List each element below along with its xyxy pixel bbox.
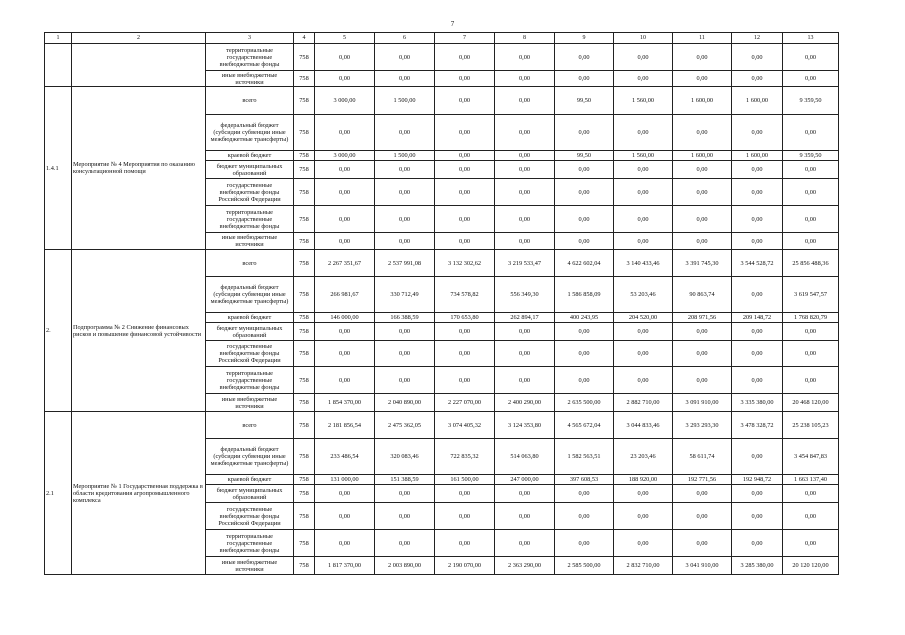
- department-code: 758: [294, 367, 315, 394]
- year-value: 0,00: [614, 485, 673, 503]
- total-value: 0,00: [783, 485, 839, 503]
- year-value: 209 148,72: [732, 313, 783, 323]
- year-value: 0,00: [732, 323, 783, 341]
- year-value: 1 817 370,00: [315, 557, 375, 575]
- year-value: 3 335 380,00: [732, 394, 783, 412]
- year-value: 0,00: [555, 206, 614, 233]
- year-value: 0,00: [673, 71, 732, 87]
- year-value: 0,00: [495, 151, 555, 161]
- year-value: 0,00: [375, 485, 435, 503]
- year-value: 0,00: [375, 233, 435, 250]
- year-value: 2 003 890,00: [375, 557, 435, 575]
- year-value: 0,00: [555, 341, 614, 367]
- year-value: 1 600,00: [673, 151, 732, 161]
- table-body: [45, 33, 839, 575]
- year-value: 3 391 745,30: [673, 250, 732, 277]
- column-number: 10: [614, 33, 673, 44]
- year-value: 146 000,00: [315, 313, 375, 323]
- funding-source: территориальные государственные внебюджетные фонды: [206, 44, 294, 71]
- year-value: 0,00: [315, 323, 375, 341]
- year-value: 0,00: [495, 485, 555, 503]
- department-code: 758: [294, 557, 315, 575]
- year-value: 0,00: [614, 206, 673, 233]
- year-value: 0,00: [555, 44, 614, 71]
- year-value: 233 486,54: [315, 439, 375, 475]
- year-value: 0,00: [435, 530, 495, 557]
- funding-source: всего: [206, 412, 294, 439]
- year-value: 204 520,00: [614, 313, 673, 323]
- year-value: 0,00: [732, 367, 783, 394]
- year-value: 0,00: [435, 115, 495, 151]
- item-name: Мероприятие № 1 Государственная поддержка в области кредитования агропромышленного комплекса: [72, 412, 206, 575]
- year-value: 0,00: [673, 323, 732, 341]
- year-value: 1 500,00: [375, 87, 435, 115]
- year-value: 58 611,74: [673, 439, 732, 475]
- department-code: 758: [294, 277, 315, 313]
- year-value: 0,00: [555, 179, 614, 206]
- year-value: 0,00: [315, 115, 375, 151]
- year-value: 1 500,00: [375, 151, 435, 161]
- year-value: 3 140 433,46: [614, 250, 673, 277]
- year-value: 0,00: [315, 341, 375, 367]
- year-value: 0,00: [673, 115, 732, 151]
- funding-source: государственные внебюджетные фонды Российской Федерации: [206, 341, 294, 367]
- year-value: 330 712,49: [375, 277, 435, 313]
- year-value: 3 000,00: [315, 151, 375, 161]
- year-value: 131 000,00: [315, 475, 375, 485]
- total-value: 1 768 820,79: [783, 313, 839, 323]
- year-value: 320 083,46: [375, 439, 435, 475]
- column-number: 13: [783, 33, 839, 44]
- department-code: 758: [294, 206, 315, 233]
- year-value: 0,00: [435, 323, 495, 341]
- year-value: 0,00: [375, 115, 435, 151]
- year-value: 0,00: [435, 151, 495, 161]
- year-value: 1 854 370,00: [315, 394, 375, 412]
- year-value: 0,00: [435, 233, 495, 250]
- year-value: 0,00: [614, 161, 673, 179]
- year-value: 0,00: [614, 323, 673, 341]
- year-value: 0,00: [732, 71, 783, 87]
- year-value: 722 835,32: [435, 439, 495, 475]
- column-number-row: [45, 33, 839, 44]
- year-value: 0,00: [435, 503, 495, 530]
- year-value: 2 400 290,00: [495, 394, 555, 412]
- year-value: 0,00: [732, 44, 783, 71]
- year-value: 556 349,30: [495, 277, 555, 313]
- year-value: 188 920,00: [614, 475, 673, 485]
- department-code: 758: [294, 475, 315, 485]
- item-name: Подпрограмма № 2 Снижение финансовых рисков и повышение финансовой устойчивости: [72, 250, 206, 412]
- department-code: 758: [294, 394, 315, 412]
- column-number: 7: [435, 33, 495, 44]
- year-value: 3 124 353,80: [495, 412, 555, 439]
- funding-source: всего: [206, 250, 294, 277]
- year-value: 151 388,59: [375, 475, 435, 485]
- year-value: 0,00: [315, 179, 375, 206]
- year-value: 0,00: [673, 44, 732, 71]
- year-value: 0,00: [375, 503, 435, 530]
- funding-source: иные внебюджетные источники: [206, 557, 294, 575]
- funding-source: государственные внебюджетные фонды Российской Федерации: [206, 503, 294, 530]
- year-value: 0,00: [495, 367, 555, 394]
- year-value: 397 608,53: [555, 475, 614, 485]
- year-value: 3 219 533,47: [495, 250, 555, 277]
- year-value: 2 040 890,00: [375, 394, 435, 412]
- total-value: 3 619 547,57: [783, 277, 839, 313]
- year-value: 161 500,00: [435, 475, 495, 485]
- year-value: 2 190 070,00: [435, 557, 495, 575]
- year-value: 1 600,00: [732, 151, 783, 161]
- year-value: 0,00: [732, 161, 783, 179]
- funding-source: иные внебюджетные источники: [206, 233, 294, 250]
- year-value: 3 478 328,72: [732, 412, 783, 439]
- column-number: 4: [294, 33, 315, 44]
- year-value: 0,00: [673, 485, 732, 503]
- funding-source: всего: [206, 87, 294, 115]
- total-value: 0,00: [783, 341, 839, 367]
- department-code: 758: [294, 485, 315, 503]
- item-number: 2.: [45, 250, 72, 412]
- year-value: 0,00: [495, 161, 555, 179]
- department-code: 758: [294, 250, 315, 277]
- year-value: 2 635 500,00: [555, 394, 614, 412]
- year-value: 0,00: [673, 530, 732, 557]
- year-value: 0,00: [315, 503, 375, 530]
- year-value: 0,00: [375, 179, 435, 206]
- funding-source: иные внебюджетные источники: [206, 71, 294, 87]
- year-value: 0,00: [315, 161, 375, 179]
- year-value: 0,00: [435, 161, 495, 179]
- year-value: 0,00: [315, 485, 375, 503]
- department-code: 758: [294, 87, 315, 115]
- page-number: 7: [450, 20, 455, 28]
- year-value: 99,50: [555, 87, 614, 115]
- table-row: [45, 412, 839, 439]
- funding-source: бюджет муниципальных образований: [206, 485, 294, 503]
- funding-source: бюджет муниципальных образований: [206, 323, 294, 341]
- year-value: 3 293 293,30: [673, 412, 732, 439]
- year-value: 0,00: [435, 179, 495, 206]
- year-value: 0,00: [555, 115, 614, 151]
- year-value: 2 227 070,00: [435, 394, 495, 412]
- column-number: 9: [555, 33, 614, 44]
- year-value: 1 560,00: [614, 87, 673, 115]
- year-value: 0,00: [614, 44, 673, 71]
- department-code: 758: [294, 44, 315, 71]
- year-value: 0,00: [673, 367, 732, 394]
- year-value: 0,00: [315, 206, 375, 233]
- item-name: [72, 44, 206, 87]
- year-value: 0,00: [375, 323, 435, 341]
- year-value: 3 091 910,00: [673, 394, 732, 412]
- year-value: 0,00: [614, 71, 673, 87]
- year-value: 1 586 858,09: [555, 277, 614, 313]
- item-number: 1.4.1: [45, 87, 72, 250]
- funding-source: федеральный бюджет (субсидии субвенции иные межбюджетные трансферты): [206, 277, 294, 313]
- year-value: 2 181 856,54: [315, 412, 375, 439]
- total-value: 9 359,50: [783, 151, 839, 161]
- year-value: 734 578,82: [435, 277, 495, 313]
- year-value: 266 981,67: [315, 277, 375, 313]
- funding-source: федеральный бюджет (субсидии субвенции иные межбюджетные трансферты): [206, 115, 294, 151]
- total-value: 0,00: [783, 530, 839, 557]
- year-value: 0,00: [495, 115, 555, 151]
- year-value: 0,00: [673, 179, 732, 206]
- year-value: 1 582 563,51: [555, 439, 614, 475]
- year-value: 0,00: [495, 179, 555, 206]
- department-code: 758: [294, 151, 315, 161]
- funding-source: государственные внебюджетные фонды Российской Федерации: [206, 179, 294, 206]
- column-number: 3: [206, 33, 294, 44]
- column-number: 8: [495, 33, 555, 44]
- year-value: 0,00: [495, 87, 555, 115]
- year-value: 0,00: [732, 206, 783, 233]
- year-value: 0,00: [614, 503, 673, 530]
- year-value: 0,00: [732, 530, 783, 557]
- year-value: 0,00: [495, 71, 555, 87]
- year-value: 0,00: [375, 530, 435, 557]
- year-value: 23 203,46: [614, 439, 673, 475]
- column-number: 1: [45, 33, 72, 44]
- year-value: 3 285 380,00: [732, 557, 783, 575]
- year-value: 0,00: [375, 71, 435, 87]
- column-number: 5: [315, 33, 375, 44]
- year-value: 0,00: [614, 233, 673, 250]
- total-value: 0,00: [783, 233, 839, 250]
- funding-source: территориальные государственные внебюджетные фонды: [206, 206, 294, 233]
- year-value: 170 653,80: [435, 313, 495, 323]
- year-value: 3 000,00: [315, 87, 375, 115]
- year-value: 2 475 362,05: [375, 412, 435, 439]
- total-value: 0,00: [783, 367, 839, 394]
- total-value: 0,00: [783, 179, 839, 206]
- department-code: 758: [294, 71, 315, 87]
- year-value: 0,00: [435, 87, 495, 115]
- total-value: 20 468 120,00: [783, 394, 839, 412]
- year-value: 0,00: [732, 439, 783, 475]
- year-value: 262 894,17: [495, 313, 555, 323]
- funding-source: бюджет муниципальных образований: [206, 161, 294, 179]
- year-value: 0,00: [315, 233, 375, 250]
- year-value: 0,00: [435, 485, 495, 503]
- department-code: 758: [294, 341, 315, 367]
- year-value: 90 863,74: [673, 277, 732, 313]
- year-value: 0,00: [614, 115, 673, 151]
- total-value: 25 856 488,36: [783, 250, 839, 277]
- total-value: 9 359,50: [783, 87, 839, 115]
- year-value: 0,00: [732, 503, 783, 530]
- year-value: 2 537 991,08: [375, 250, 435, 277]
- year-value: 0,00: [614, 179, 673, 206]
- year-value: 0,00: [375, 367, 435, 394]
- year-value: 166 388,59: [375, 313, 435, 323]
- year-value: 0,00: [732, 233, 783, 250]
- year-value: 0,00: [555, 161, 614, 179]
- year-value: 0,00: [555, 367, 614, 394]
- total-value: 0,00: [783, 161, 839, 179]
- year-value: 0,00: [555, 503, 614, 530]
- year-value: 0,00: [495, 503, 555, 530]
- year-value: 0,00: [673, 341, 732, 367]
- year-value: 0,00: [673, 161, 732, 179]
- year-value: 0,00: [435, 206, 495, 233]
- year-value: 0,00: [435, 44, 495, 71]
- funding-source: краевой бюджет: [206, 151, 294, 161]
- year-value: 0,00: [375, 206, 435, 233]
- column-number: 6: [375, 33, 435, 44]
- funding-source: иные внебюджетные источники: [206, 394, 294, 412]
- year-value: 4 565 672,04: [555, 412, 614, 439]
- department-code: 758: [294, 503, 315, 530]
- year-value: 514 063,80: [495, 439, 555, 475]
- year-value: 0,00: [555, 323, 614, 341]
- year-value: 0,00: [435, 367, 495, 394]
- year-value: 0,00: [673, 233, 732, 250]
- total-value: 0,00: [783, 71, 839, 87]
- year-value: 3 041 910,00: [673, 557, 732, 575]
- item-name: Мероприятие № 4 Мероприятия по оказанию консультационной помощи: [72, 87, 206, 250]
- year-value: 0,00: [673, 206, 732, 233]
- year-value: 53 203,46: [614, 277, 673, 313]
- year-value: 99,50: [555, 151, 614, 161]
- year-value: 208 971,56: [673, 313, 732, 323]
- year-value: 192 948,72: [732, 475, 783, 485]
- total-value: 0,00: [783, 503, 839, 530]
- year-value: 0,00: [614, 341, 673, 367]
- year-value: 0,00: [435, 71, 495, 87]
- year-value: 0,00: [495, 341, 555, 367]
- total-value: 20 120 120,00: [783, 557, 839, 575]
- year-value: 192 771,56: [673, 475, 732, 485]
- total-value: 25 238 105,23: [783, 412, 839, 439]
- year-value: 4 622 602,04: [555, 250, 614, 277]
- year-value: 0,00: [315, 71, 375, 87]
- column-number: 11: [673, 33, 732, 44]
- year-value: 2 882 710,00: [614, 394, 673, 412]
- total-value: 0,00: [783, 323, 839, 341]
- total-value: 3 454 847,83: [783, 439, 839, 475]
- year-value: 0,00: [673, 503, 732, 530]
- department-code: 758: [294, 161, 315, 179]
- table-row: [45, 250, 839, 277]
- funding-source: федеральный бюджет (субсидии субвенции иные межбюджетные трансферты): [206, 439, 294, 475]
- funding-source: краевой бюджет: [206, 475, 294, 485]
- year-value: 0,00: [495, 206, 555, 233]
- table-row: [45, 87, 839, 115]
- item-number: 2.1: [45, 412, 72, 575]
- year-value: 0,00: [555, 485, 614, 503]
- column-number: 12: [732, 33, 783, 44]
- year-value: 0,00: [495, 44, 555, 71]
- year-value: 0,00: [732, 179, 783, 206]
- year-value: 3 074 405,32: [435, 412, 495, 439]
- year-value: 3 544 528,72: [732, 250, 783, 277]
- year-value: 0,00: [614, 367, 673, 394]
- column-number: 2: [72, 33, 206, 44]
- year-value: 1 560,00: [614, 151, 673, 161]
- year-value: 0,00: [375, 161, 435, 179]
- year-value: 1 600,00: [673, 87, 732, 115]
- year-value: 0,00: [495, 530, 555, 557]
- year-value: 0,00: [614, 530, 673, 557]
- department-code: 758: [294, 439, 315, 475]
- funding-source: территориальные государственные внебюджетные фонды: [206, 367, 294, 394]
- year-value: 0,00: [555, 71, 614, 87]
- department-code: 758: [294, 313, 315, 323]
- funding-source: территориальные государственные внебюджетные фонды: [206, 530, 294, 557]
- year-value: 0,00: [315, 44, 375, 71]
- department-code: 758: [294, 323, 315, 341]
- department-code: 758: [294, 530, 315, 557]
- department-code: 758: [294, 179, 315, 206]
- year-value: 0,00: [435, 341, 495, 367]
- department-code: 758: [294, 412, 315, 439]
- year-value: 0,00: [732, 341, 783, 367]
- year-value: 0,00: [375, 341, 435, 367]
- year-value: 0,00: [375, 44, 435, 71]
- year-value: 2 832 710,00: [614, 557, 673, 575]
- funding-source: краевой бюджет: [206, 313, 294, 323]
- year-value: 2 363 290,00: [495, 557, 555, 575]
- year-value: 0,00: [315, 530, 375, 557]
- year-value: 0,00: [732, 277, 783, 313]
- item-number: [45, 44, 72, 87]
- year-value: 0,00: [555, 233, 614, 250]
- year-value: 0,00: [495, 323, 555, 341]
- year-value: 3 132 302,62: [435, 250, 495, 277]
- year-value: 3 044 833,46: [614, 412, 673, 439]
- year-value: 247 000,00: [495, 475, 555, 485]
- year-value: 1 600,00: [732, 87, 783, 115]
- year-value: 2 267 351,67: [315, 250, 375, 277]
- table-row: [45, 44, 839, 71]
- year-value: 0,00: [732, 485, 783, 503]
- total-value: 0,00: [783, 206, 839, 233]
- year-value: 0,00: [495, 233, 555, 250]
- year-value: 400 243,95: [555, 313, 614, 323]
- year-value: 0,00: [555, 530, 614, 557]
- year-value: 0,00: [315, 367, 375, 394]
- department-code: 758: [294, 115, 315, 151]
- year-value: 0,00: [732, 115, 783, 151]
- department-code: 758: [294, 233, 315, 250]
- total-value: 0,00: [783, 115, 839, 151]
- year-value: 2 585 500,00: [555, 557, 614, 575]
- total-value: 1 663 137,40: [783, 475, 839, 485]
- budget-table: [44, 32, 839, 575]
- total-value: 0,00: [783, 44, 839, 71]
